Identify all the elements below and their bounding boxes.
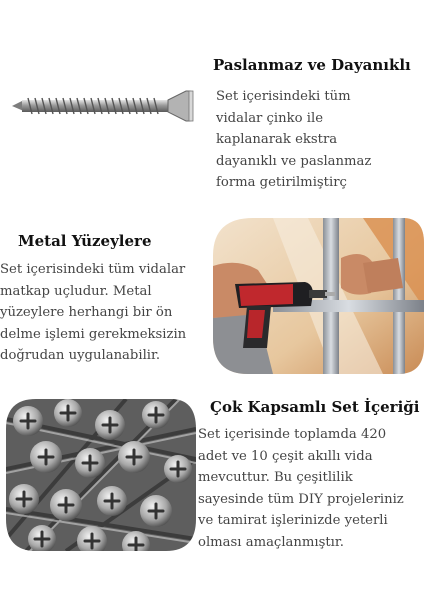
section-3-line: mevcuttur. Bu çeşitlilik (198, 470, 353, 485)
screw-pile-image (6, 399, 196, 551)
section-2-title: Metal Yüzeylere (18, 232, 152, 250)
section-1-line: dayanıklı ve paslanmaz (216, 153, 372, 169)
section-2-line: delme işlemi gerekmeksizin (0, 326, 187, 342)
section-3-line: adet ve 10 çeşit akıllı vida (198, 448, 373, 464)
section-3-line: ve tamirat işlerinizde yeterli (198, 513, 388, 528)
section-3-line: olması amaçlanmıştır. (198, 534, 344, 550)
section-1-line: forma getirilmiştirç (216, 175, 347, 190)
section-2-line: yüzeylere herhangi bir ön (0, 305, 173, 320)
section-2-text (0, 259, 186, 367)
section-2-line: doğrudan uygulanabilir. (0, 348, 161, 363)
section-3-line: Set içerisinde toplamda 420 (198, 427, 387, 442)
section-1-line: vidalar çinko ile (216, 110, 324, 126)
section-2-line: matkap uçludur. Metal (0, 283, 152, 299)
drill-on-metal-profile-image (213, 218, 424, 374)
section-3-title: Çok Kapsamlı Set İçeriği (210, 398, 420, 416)
section-3-line: sayesinde tüm DIY projeleriniz (198, 491, 404, 507)
section-1-line: kaplanarak ekstra (216, 132, 338, 147)
section-1-line: Set içerisindeki tüm (216, 89, 351, 104)
section-1-text (216, 86, 371, 194)
section-3-text (198, 424, 404, 553)
self-drilling-screw-image (8, 88, 198, 124)
section-1-title: Paslanmaz ve Dayanıklı (213, 56, 411, 74)
section-2-line: Set içerisindeki tüm vidalar (0, 262, 186, 277)
